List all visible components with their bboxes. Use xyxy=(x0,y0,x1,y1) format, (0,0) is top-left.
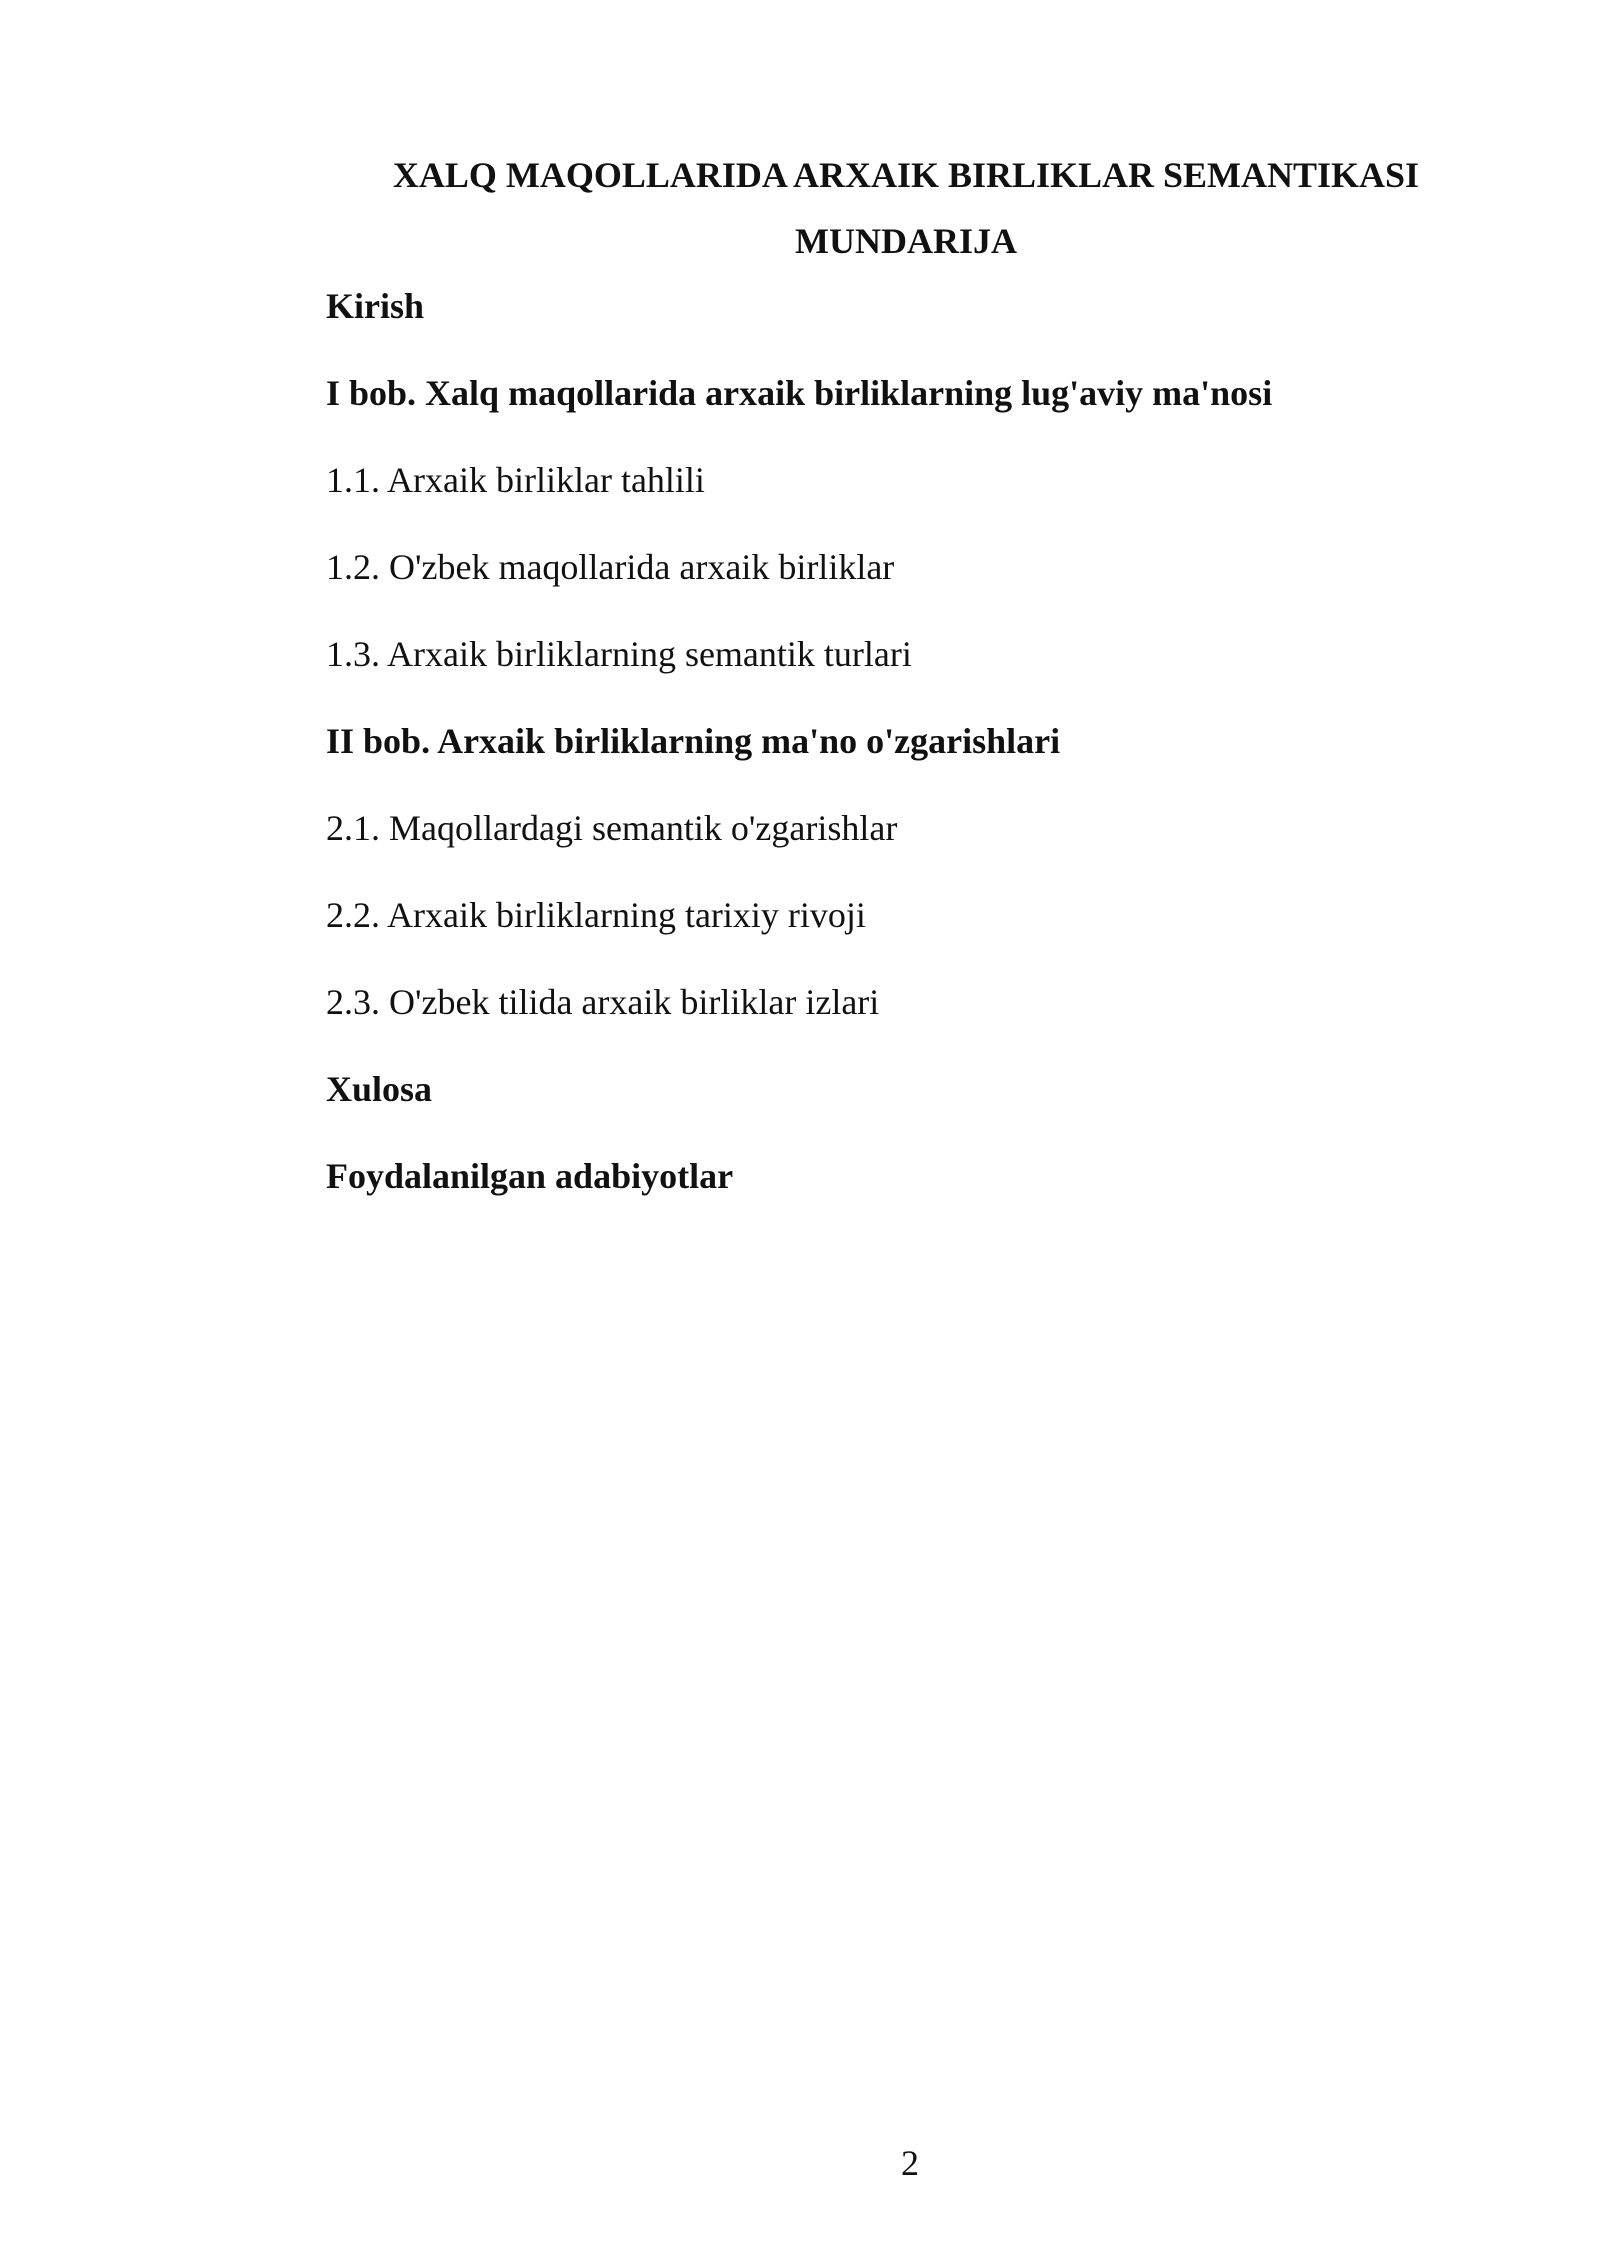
toc-item-section-1-2: 1.2. O'zbek maqollarida arxaik birliklar xyxy=(326,547,895,587)
toc-item-kirish: Kirish xyxy=(326,286,425,326)
page-number: 2 xyxy=(901,2143,919,2183)
document-title: XALQ MAQOLLARIDA ARXAIK BIRLIKLAR SEMANTIKASI xyxy=(392,155,1420,195)
toc-item-section-2-1: 2.1. Maqollardagi semantik o'zgarishlar xyxy=(326,808,898,848)
toc-item-chapter-2: II bob. Arxaik birliklarning ma'no o'zgarishlari xyxy=(326,721,1061,761)
toc-item-section-2-3: 2.3. O'zbek tilida arxaik birliklar izlari xyxy=(326,982,880,1022)
toc-item-section-1-1: 1.1. Arxaik birliklar tahlili xyxy=(326,460,705,500)
toc-item-chapter-1: I bob. Xalq maqollarida arxaik birliklarning lug'aviy ma'nosi xyxy=(326,373,1273,413)
toc-item-xulosa: Xulosa xyxy=(326,1069,433,1109)
toc-item-section-1-3: 1.3. Arxaik birliklarning semantik turlari xyxy=(326,634,912,674)
table-of-contents xyxy=(326,279,1486,1236)
toc-item-section-2-2: 2.2. Arxaik birliklarning tarixiy rivoji xyxy=(326,895,866,935)
toc-heading: MUNDARIJA xyxy=(795,221,1017,261)
toc-item-references: Foydalanilgan adabiyotlar xyxy=(326,1156,734,1196)
